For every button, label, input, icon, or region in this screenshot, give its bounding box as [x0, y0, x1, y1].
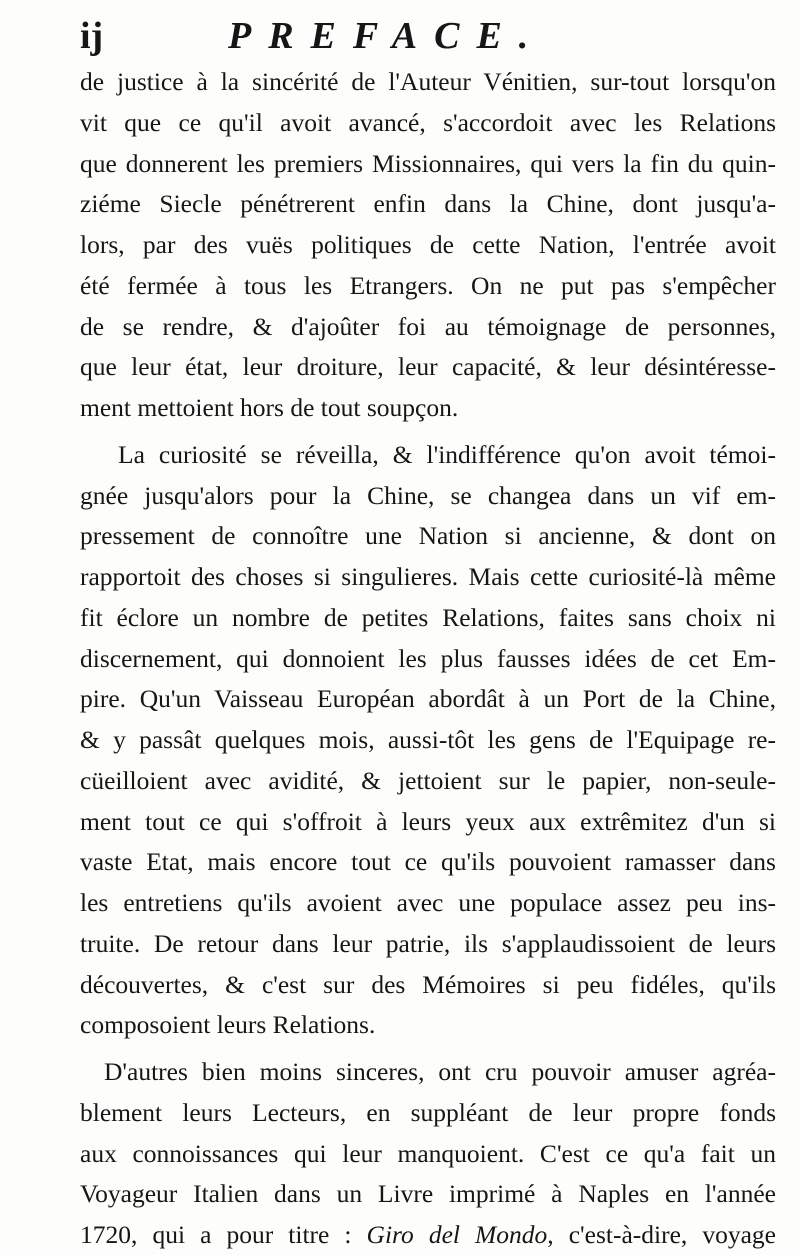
- text-line: rapportoit des choses si singulieres. Mais cette curiosité-là même: [80, 562, 776, 591]
- text-line: aux connoissances qui leur manquoient. C'est ce qu'a fait un: [80, 1138, 776, 1168]
- text-line: pire. Qu'un Vaisseau Européan abordât à un Port de la Chine,: [80, 684, 776, 714]
- text-line: La curiosité se réveilla, & l'indifférence qu'on avoit témoi-: [118, 439, 776, 469]
- text-line: de se rendre, & d'ajoûter foi au témoignage de personnes,: [80, 311, 776, 341]
- text-line: les entretiens qu'ils avoient avec une populace assez peu ins-: [80, 888, 776, 917]
- text-line: fit éclore un nombre de petites Relations, faites sans choix ni: [80, 602, 776, 632]
- paragraph-2: [80, 435, 776, 1046]
- text-line: discernement, qui donnoient les plus fausses idées de cet Em-: [80, 643, 776, 673]
- page-number: ij: [80, 15, 104, 57]
- text-line-final: [80, 1215, 776, 1256]
- text-line: que donnerent les premiers Missionnaires, qui vers la fin du quin-: [80, 148, 776, 178]
- text-body: [80, 62, 776, 1256]
- paragraph-1: [80, 62, 776, 429]
- text-line: pressement de connoître une Nation si ancienne, & dont on: [80, 521, 776, 551]
- text-line: de justice à la sincérité de l'Auteur Vénitien, sur-tout lorsqu'on: [80, 67, 776, 96]
- text-line: ment mettoient hors de tout soupçon.: [80, 393, 459, 422]
- text-line: blement leurs Lecteurs, en suppléant de leur propre fonds: [80, 1097, 776, 1127]
- running-header: [80, 14, 780, 58]
- text-line: Voyageur Italien dans un Livre imprimé à Naples en l'année: [80, 1179, 776, 1209]
- text-line: vit que ce qu'il avoit avancé, s'accordoit avec les Relations: [80, 107, 776, 137]
- text-line: lors, par des vuës politiques de cette Nation, l'entrée avoit: [80, 230, 776, 259]
- text-line: composoient leurs Relations.: [80, 1010, 376, 1040]
- text-line: été fermée à tous les Etrangers. On ne put pas s'empêcher: [80, 270, 776, 300]
- text-line: D'autres bien moins sinceres, ont cru pouvoir amuser agréa-: [104, 1057, 776, 1086]
- text-line: & y passât quelques mois, aussi-tôt les gens de l'Equipage re-: [80, 725, 776, 754]
- text-line: vaste Etat, mais encore tout ce qu'ils pouvoient ramasser dans: [80, 847, 776, 877]
- text-segment: , c'est-à-dire, voyage: [547, 1220, 776, 1249]
- paragraph-3: [80, 1052, 776, 1256]
- text-line: ziéme Siecle pénétrerent enfin dans la Chine, dont jusqu'a-: [80, 189, 776, 219]
- text-segment: 1720, qui a pour titre :: [80, 1220, 367, 1249]
- text-line: ment tout ce qui s'offroit à leurs yeux aux extrêmitez d'un si: [80, 806, 776, 836]
- book-title: Giro del Mondo: [366, 1220, 548, 1249]
- text-line: gnée jusqu'alors pour la Chine, se changea dans un vif em-: [80, 480, 776, 510]
- text-line: cüeilloient avec avidité, & jettoient sur le papier, non-seule-: [80, 765, 776, 795]
- text-line: truite. De retour dans leur patrie, ils s'applaudissoient de leurs: [80, 928, 776, 958]
- running-title: PREFACE.: [228, 15, 546, 57]
- text-line: que leur état, leur droiture, leur capacité, & leur désintéresse-: [80, 352, 776, 382]
- text-line: découvertes, & c'est sur des Mémoires si peu fidéles, qu'ils: [80, 969, 776, 999]
